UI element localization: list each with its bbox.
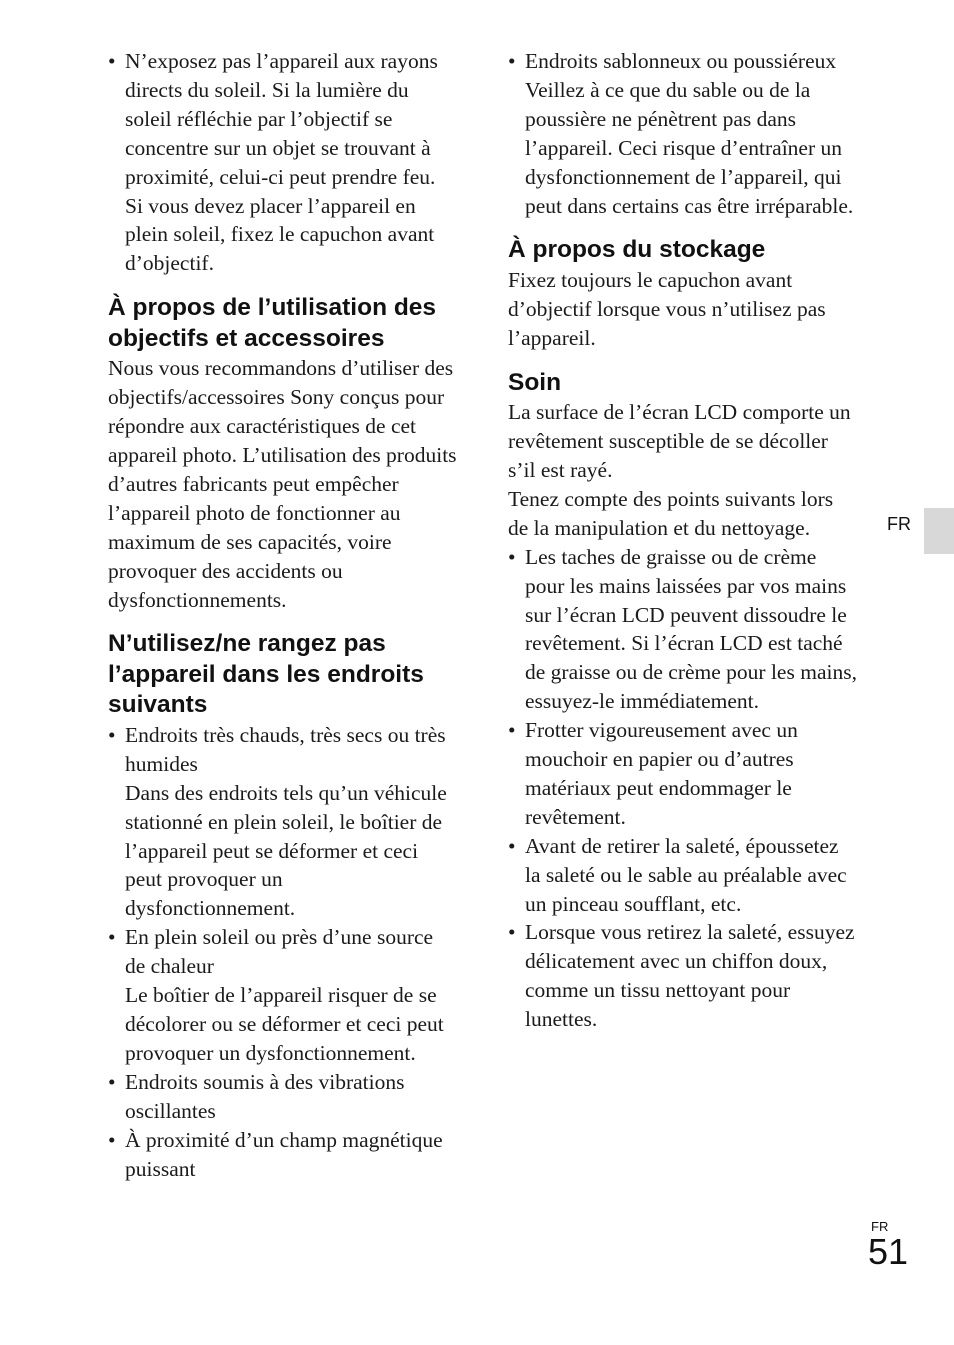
language-tab-label: FR <box>887 514 911 534</box>
care-body-1: La surface de l’écran LCD comporte un revêtement susceptible de se décoller s’il est rayé. <box>508 400 851 482</box>
list-item <box>108 923 458 1068</box>
bullet: • <box>508 544 516 569</box>
bullet-text: Lorsque vous retirez la saleté, essuyez délicatement avec un chiffon doux, comme un tissu nettoyant pour lunettes. <box>525 920 855 1032</box>
list-item <box>108 1126 458 1184</box>
intro-list <box>108 47 458 278</box>
item-detail: Veillez à ce que du sable ou de la poussière ne pénètrent pas dans l’appareil. Ceci risque d’entraîner un dysfonctionnement de l’appareil, qui peut dans certains cas être irréparable. <box>525 77 854 218</box>
bullet: • <box>508 833 516 858</box>
bullet-text: N’exposez pas l’appareil aux rayons directs du soleil. Si la lumière du soleil réfléchie par l’objectif se concentre sur un objet se trouvant à proximité, celui-ci peut prendre feu. Si vous devez placer l’appareil en plein soleil, fixez le capuchon avant d’objectif. <box>125 49 438 276</box>
lenses-body: Nous vous recommandons d’utiliser des objectifs/accessoires Sony conçus pour répondre aux caractéristiques de cet appareil photo. L’utilisation des produits d’autres fabricants peut empêcher l’appareil photo de fonctionner au maximum de ses capacités, voire provoquer des accidents ou dysfonctionnements. <box>108 356 457 612</box>
list-item <box>108 47 458 278</box>
places-heading: N’utilisez/ne rangez pas l’appareil dans les endroits suivants <box>108 630 424 719</box>
footer-language: FR <box>871 1219 889 1234</box>
item-detail: Dans des endroits tels qu’un véhicule stationné en plein soleil, le boîtier de l’appareil peut se déformer et ceci peut provoquer un dysfonctionnement. <box>125 780 447 921</box>
item-title: Endroits très chauds, très secs ou très humides <box>125 722 446 776</box>
item-detail: Le boîtier de l’appareil risquer de se décolorer ou se déformer et ceci peut provoquer un dysfonctionnement. <box>125 983 444 1065</box>
list-item <box>508 47 858 220</box>
bullet: • <box>508 920 516 945</box>
sandy-list <box>508 47 858 220</box>
list-item <box>508 716 858 832</box>
care-body-2: Tenez compte des points suivants lors de la manipulation et du nettoyage. <box>508 486 834 540</box>
bullet-text: Avant de retirer la saleté, époussetez la saleté ou le sable au préalable avec un pinceau soufflant, etc. <box>525 833 847 916</box>
left-column <box>108 47 458 1183</box>
bullet: • <box>108 722 116 747</box>
list-item <box>108 721 458 923</box>
bullet-text: Frotter vigoureusement avec un mouchoir en papier ou d’autres matériaux peut endommager le revêtement. <box>525 718 798 829</box>
list-item <box>108 1068 458 1126</box>
right-column <box>508 47 858 1034</box>
item-title: En plein soleil ou près d’une source de chaleur <box>125 925 434 979</box>
list-item <box>508 543 858 716</box>
bullet: • <box>508 49 516 73</box>
item-title: Endroits sablonneux ou poussiéreux <box>525 49 837 73</box>
bullet: • <box>108 1069 116 1094</box>
bullet: • <box>508 718 516 743</box>
bullet: • <box>108 49 116 73</box>
places-list <box>108 721 458 1184</box>
list-item <box>508 918 858 1034</box>
bullet-text: Les taches de graisse ou de crème pour les mains laissées par vos mains sur l’écran LCD peuvent dissoudre le revêtement. Si l’écran LCD est taché de graisse ou de crème pour les mains, essuyez-le immédiatement. <box>525 544 857 714</box>
bullet: • <box>108 925 116 950</box>
storage-body: Fixez toujours le capuchon avant d’objectif lorsque vous n’utilisez pas l’appareil. <box>508 267 826 350</box>
care-heading: Soin <box>508 368 562 396</box>
care-list <box>508 543 858 1034</box>
item-title: Endroits soumis à des vibrations oscillantes <box>125 1069 405 1123</box>
item-title: À proximité d’un champ magnétique puissant <box>125 1127 443 1181</box>
list-item <box>508 832 858 919</box>
language-side-tab <box>924 508 954 554</box>
bullet: • <box>108 1127 116 1152</box>
lenses-heading: À propos de l’utilisation des objectifs et accessoires <box>108 294 437 352</box>
page-number: 51 <box>868 1231 909 1272</box>
storage-heading: À propos du stockage <box>508 236 766 264</box>
